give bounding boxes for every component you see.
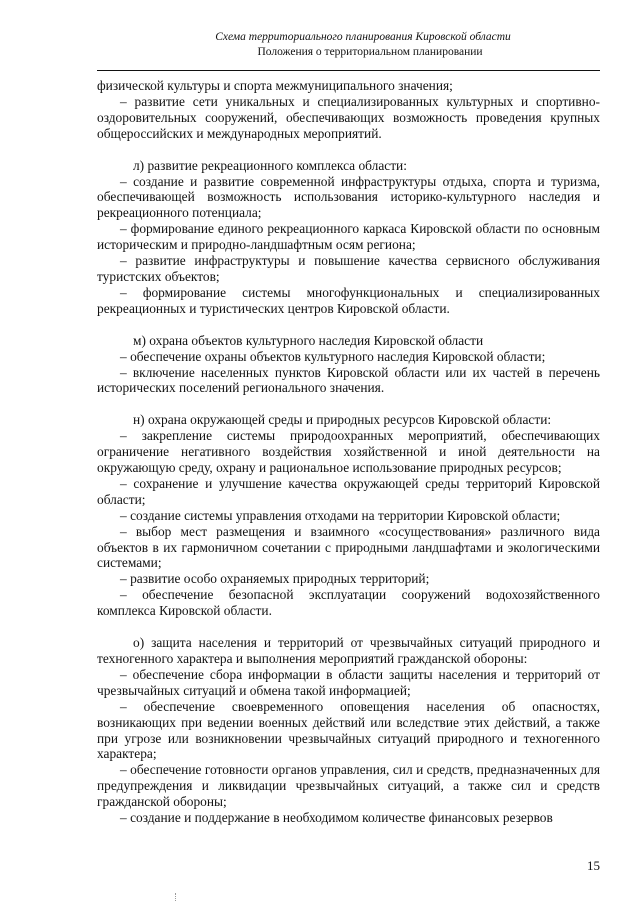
- dash-marker: [120, 810, 127, 825]
- body-text: физической культуры и спорта межмуниципального значения;: [97, 78, 453, 93]
- list-item-text: сохранение и улучшение качества окружающей среды территорий Кировской области;: [97, 475, 600, 507]
- list-item-text: обеспечение своевременного оповещения населения об опасностях, возникающих при ведении военных действий или вследствие этих действий, а также при угрозе или возникновении чрезвычайных ситуаций природного и техногенного характера;: [97, 698, 601, 762]
- dash-marker: [120, 587, 127, 602]
- list-item: [97, 667, 600, 699]
- list-item-text: развитие инфраструктуры и повышение качества сервисного обслуживания туристских объектов;: [97, 253, 600, 284]
- dash-marker: [120, 524, 127, 539]
- list-item-text: выбор мест размещения и взаимного «сосуществования» различного вида объектов в их гармоничном сочетании с природными ландшафтами и экологическими системами;: [97, 523, 600, 571]
- dash-marker: [120, 349, 127, 364]
- list-item: [97, 349, 600, 365]
- list-item: [97, 508, 600, 524]
- list-item: [97, 810, 600, 826]
- section-heading: л) развитие рекреационного комплекса области:: [133, 157, 407, 173]
- document-subtitle: Положения о территориальном планировании: [257, 46, 483, 58]
- list-item-text: обеспечение безопасной эксплуатации сооружений водохозяйственного комплекса Кировской области.: [97, 587, 600, 619]
- list-item: [97, 571, 600, 587]
- document-title: Схема территориального планирования Кировской области: [215, 31, 511, 43]
- list-item: [97, 587, 600, 619]
- list-item: [97, 174, 600, 222]
- list-item: [97, 476, 600, 508]
- list-item-text: обеспечение охраны объектов культурного наследия Кировской области;: [130, 348, 546, 364]
- list-item-text: создание и развитие современной инфраструктуры отдыха, спорта и туризма, обеспечивающей возможность использования историко-культурного наследия и рекреационного потенциала;: [97, 173, 600, 221]
- list-item: [97, 285, 600, 317]
- list-item: [97, 221, 600, 253]
- list-item: [97, 524, 600, 572]
- section-heading: м) охрана объектов культурного наследия Кировской области: [133, 332, 484, 348]
- list-item-text: развитие особо охраняемых природных территорий;: [130, 571, 430, 587]
- dash-marker: [120, 365, 127, 380]
- list-item-text: создание системы управления отходами на территории Кировской области;: [130, 507, 561, 523]
- page-header: [0, 30, 640, 60]
- list-item-text: обеспечение готовности органов управления, сил и средств, предназначенных для предупреждения и ликвидации чрезвычайных ситуаций, а также сил и средств гражданской обороны;: [97, 762, 601, 810]
- section-heading: о) защита населения и территорий от чрезвычайных ситуаций природного и техногенного характера и выполнения мероприятий гражданской обороны:: [97, 635, 600, 666]
- scan-mark: [175, 893, 177, 901]
- header-divider: [97, 70, 600, 71]
- list-item: [97, 94, 600, 142]
- dash-marker: [120, 221, 127, 236]
- page-number: 15: [587, 858, 600, 873]
- list-item-text: формирование единого рекреационного каркаса Кировской области по основным историческим и природно-ландшафтным осям региона;: [97, 221, 600, 253]
- dash-marker: [120, 285, 127, 300]
- list-item-text: закрепление системы природоохранных мероприятий, обеспечивающих ограничение негативного воздействия хозяйственной и иной деятельности на окружающую среду, охрану и рациональное использование природных ресурсов;: [97, 428, 600, 476]
- list-item-text: создание и поддержание в необходимом количестве финансовых резервов: [130, 810, 553, 826]
- list-item: [97, 365, 600, 397]
- dash-marker: [120, 508, 127, 523]
- document-body: [97, 78, 600, 826]
- dash-marker: [120, 476, 127, 491]
- dash-marker: [120, 174, 127, 189]
- dash-marker: [120, 571, 127, 586]
- list-item-text: включение населенных пунктов Кировской области или их частей в перечень исторических поселений регионального значения.: [97, 364, 600, 396]
- dash-marker: [120, 253, 127, 268]
- list-item-text: развитие сети уникальных и специализированных культурных и спортивно-оздоровительных сооружений, обеспечивающих возможность проведения крупных общероссийских и международных мероприятий.: [97, 93, 600, 141]
- list-item: [97, 428, 600, 476]
- section-heading: н) охрана окружающей среды и природных ресурсов Кировской области:: [133, 412, 552, 428]
- dash-marker: [120, 667, 127, 682]
- dash-marker: [120, 428, 127, 443]
- list-item-text: обеспечение сбора информации в области защиты населения и территорий от чрезвычайных ситуаций и обмена такой информацией;: [97, 666, 600, 698]
- list-item: [97, 253, 600, 285]
- dash-marker: [120, 94, 127, 109]
- dash-marker: [120, 762, 127, 777]
- list-item: [97, 699, 600, 763]
- list-item: [97, 762, 600, 810]
- list-item-text: формирование системы многофункциональных и специализированных рекреационных и туристических центров Кировской области.: [97, 284, 600, 316]
- dash-marker: [120, 699, 127, 714]
